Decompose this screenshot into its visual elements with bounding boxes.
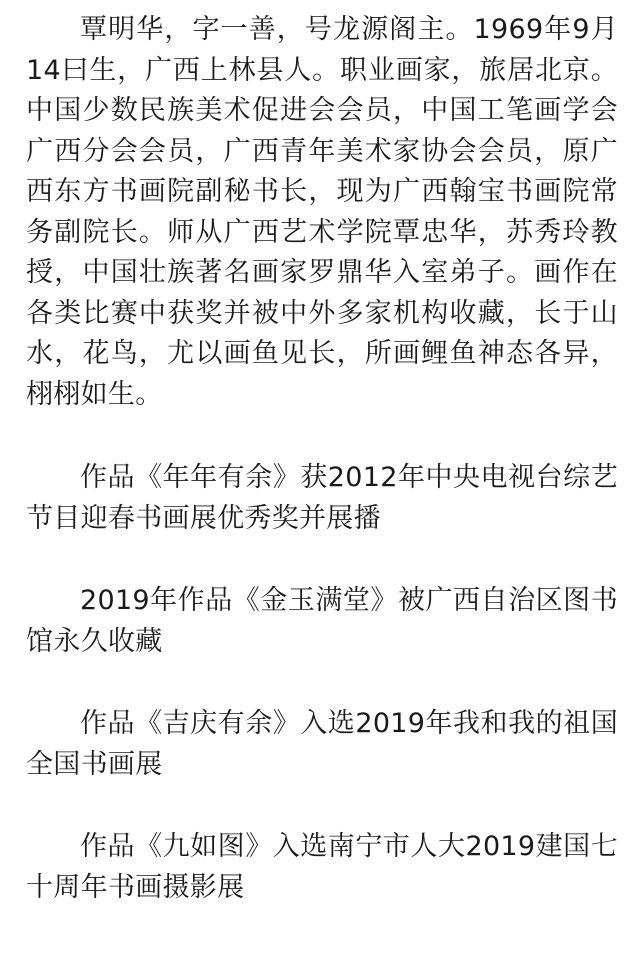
bio-line: 员，原广西东方书画院副秘书长，现为广西翰 <box>26 135 618 207</box>
achievement-paragraph: 作品《年年有余》获2012年中央电视台综艺节目迎春书画展优秀奖并展播 <box>26 462 618 534</box>
achievement-paragraph: 作品《吉庆有余》入选2019年我和我的祖国全国书画展 <box>26 708 618 780</box>
bio-line: 机构收藏，长于山水，花鸟，尤以画鱼见长， <box>26 297 618 369</box>
bio-line: 宝书画院常务副院长。师从广西艺术学院覃忠 <box>26 176 618 248</box>
bio-line: 月14曰生，广西上林县人。职业画家，旅居北 <box>26 14 619 86</box>
bio-line: 所画鲤鱼神态各异，栩栩如生。 <box>26 338 618 410</box>
bio-line: 室弟子。画作在各类比赛中获奖并被中外多家 <box>26 257 618 329</box>
bio-line: 覃明华，字一善，号龙源阁主。1969年9 <box>80 14 590 45</box>
achievement-paragraph: 作品《九如图》入选南宁市人大2019建国七十周年书画摄影展 <box>26 831 618 903</box>
achievement-paragraph: 2019年作品《金玉满堂》被广西自治区图书馆永久收藏 <box>26 585 618 657</box>
bio-line: 画学会广西分会会员，广西青年美术家协会会 <box>26 95 618 167</box>
bio-paragraph <box>26 10 618 415</box>
bio-line: 华，苏秀玲教授，中国壮族著名画家罗鼎华入 <box>26 216 618 288</box>
bio-line: 京。中国少数民族美术促进会会员，中国工笔 <box>26 54 618 126</box>
